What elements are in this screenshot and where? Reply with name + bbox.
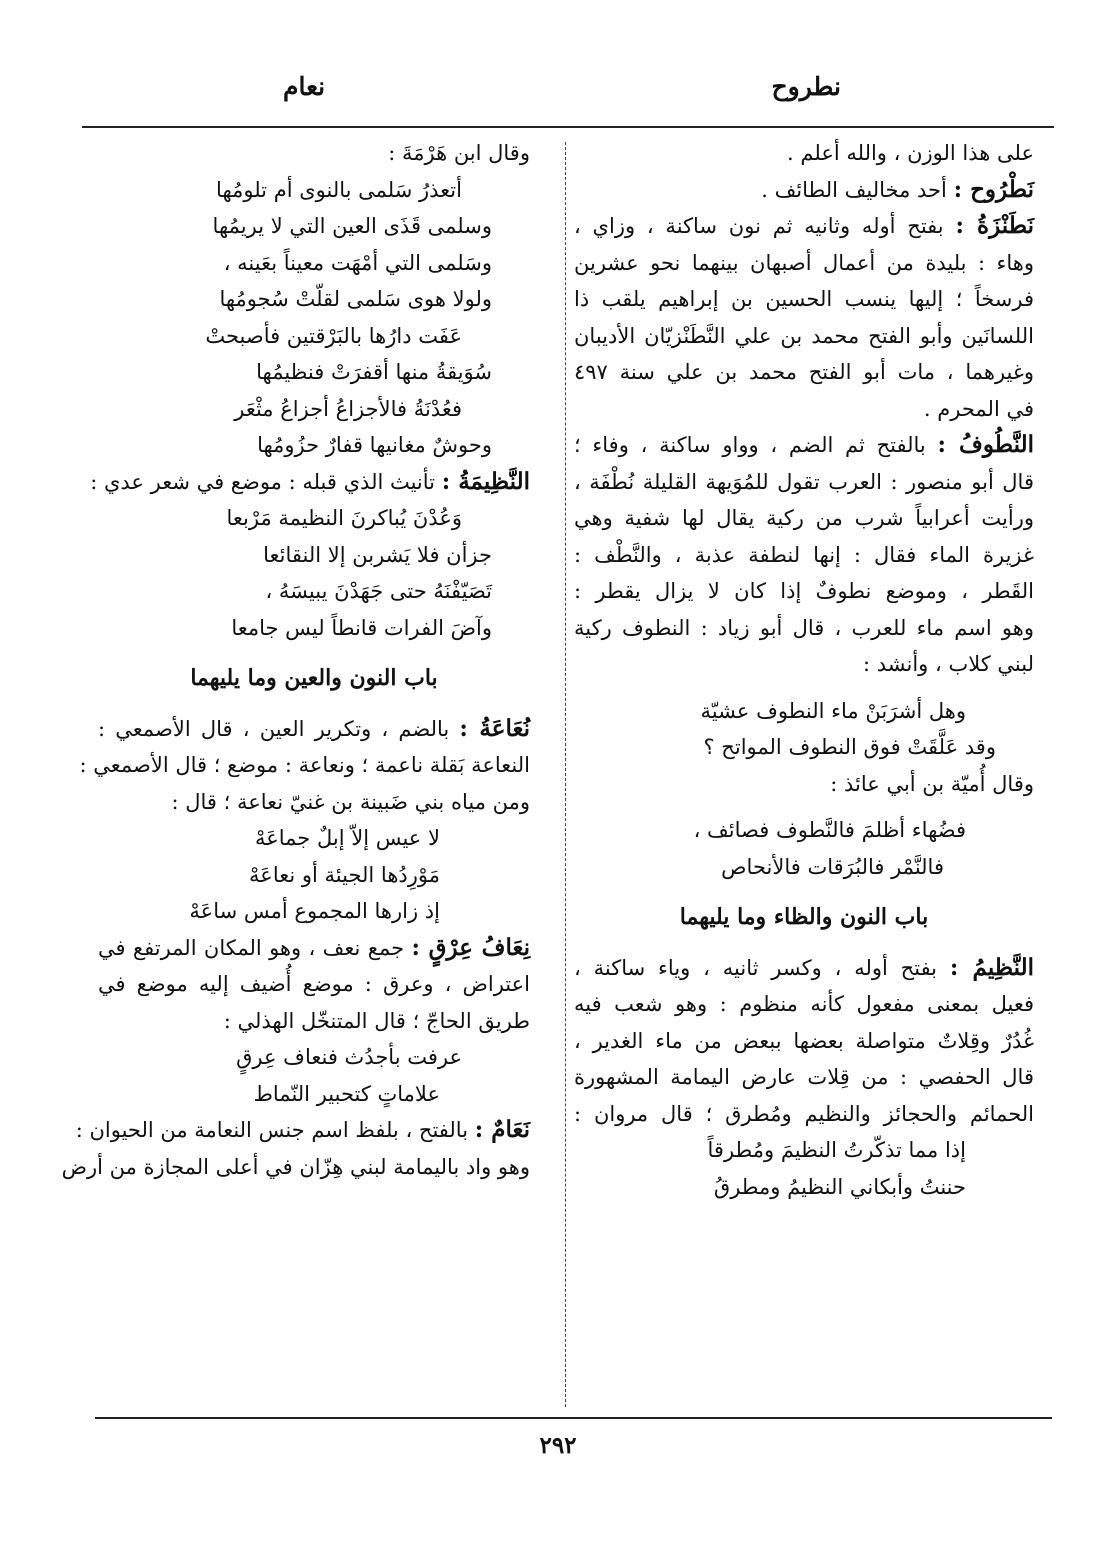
text-line: وقال ابن هَرْمَةَ :: [388, 141, 530, 165]
headword: النَّظِيمَةُ :: [441, 467, 530, 495]
text-line: اعتراض ، وعرق : موضع أُضيف إليه موضع في: [98, 972, 530, 996]
text-line: على هذا الوزن ، والله أعلم .: [787, 141, 1034, 165]
column-separator: [565, 142, 566, 1407]
headword: النَّطُوفُ :: [937, 431, 1034, 458]
verse-line: مَوْرِدُها الجيئة أو نعاعَهْ: [249, 862, 440, 887]
entry-text: بفتح أوله ، وكسر ثانيه ، وياء ساكنة ،: [574, 955, 938, 980]
verse-line: إذ زارها المجموع أمس ساعَهْ: [189, 899, 440, 923]
verse-line: فعُدْنَةُ فالأجزاعُ أجزاعُ مثْعَر: [234, 396, 462, 421]
text-line: وهو اسم ماء للعرب ، قال أبو زياد : النطوف ركية: [574, 615, 1034, 640]
headword: نَطَنْزَةُ :: [955, 212, 1034, 239]
verse-line: وحوشٌ مغانيها قفارٌ حزُومُها: [257, 433, 492, 457]
verse-line: وهل أشرَبَنْ ماء النطوف عشيّة: [700, 698, 966, 723]
text-line: النعاعة بَقلة ناعمة ؛ ونعاعة : موضع ؛ قال الأصمعي :: [79, 753, 530, 777]
entry-text: بالضم ، وتكرير العين ، قال الأصمعي :: [98, 716, 450, 741]
verse-line: فالنَّمْر فالبُرَقات فالأنحاص: [721, 854, 944, 879]
text-line: اللسانَين وأبو الفتح محمد بن علي النَّطَنْزيّان الأديبان: [574, 323, 1034, 348]
text-line: غُدُرٌ وقِلاتٌ متواصلة بعضها ببعض من ماء الغدير ،: [574, 1028, 1034, 1053]
running-head-right: نطروح: [771, 72, 841, 101]
text-line: وهو واد باليمامة لبني هِزّان في أعلى المجازة من أرض: [61, 1154, 530, 1179]
headword: نَطْرُوح :: [953, 175, 1034, 203]
running-head-left: نعام: [283, 72, 326, 101]
section-heading: باب النون والعين وما يليهما: [190, 665, 438, 691]
entry-text: بالفتح ، بلفظ اسم جنس النعامة من الحيوان :: [75, 1118, 469, 1142]
verse-line: سُوَيقةُ منها أقفرَتْ فنظيمُها: [256, 360, 492, 384]
verse-line: وسَلمى التي أمْهَت معيناً بعَينه ،: [223, 250, 492, 275]
entry-line: [574, 208, 1034, 245]
entry-text: بفتح أوله وثانيه ثم نون ساكنة ، وزاي ،: [574, 214, 944, 238]
text-line: وقال أُميّة بن أبي عائذ :: [830, 771, 1034, 796]
text-line: وهاء : بليدة من أعمال أصبهان بينهما نحو عشرين: [574, 250, 1034, 275]
section-heading: باب النون والظاء وما يليهما: [679, 904, 929, 930]
verse-line: تَصَيّفْنَهُ حتى جَهَدْنَ يبيسَهُ ،: [265, 579, 492, 603]
spacer: [574, 683, 1034, 693]
entry-line: [98, 711, 530, 748]
text-line: قال الحفصي : من قِلات عارض اليمامة المشهورة: [574, 1065, 1034, 1089]
text-line: ورأيت أعرابياً شرب من ركية يقال لها شفية وهي: [574, 506, 1034, 530]
verse-line: علاماتٍ كتحبير النّماط: [253, 1081, 440, 1106]
verse-line: عَفَت دارُها بالبَرْقتين فأصبحتْ: [205, 323, 462, 348]
right-column: [574, 135, 1034, 1205]
spacer: [574, 802, 1034, 812]
headword: نُعَاعَةُ :: [459, 714, 530, 742]
verse-line: أتعذرُ سَلمى بالنوى أم تلومُها: [216, 177, 462, 202]
text-line: طريق الحاجّ ؛ قال المتنخّل الهذلي :: [223, 1008, 530, 1033]
verse-line: وقد عَلَّقَتْ فوق النطوف المواتح ؟: [703, 735, 996, 759]
verse-line: وَعُدْنَ يُباكرنَ النظيمة مَرْبعا: [226, 506, 462, 530]
text-line: فعيل بمعنى مفعول كأنه منظوم : وهو شعب فيه: [574, 992, 1034, 1016]
page-number: ٢٩٢: [539, 1432, 577, 1459]
text-line: لبني كلاب ، وأنشد :: [862, 652, 1034, 676]
text-line: القَطر ، وموضع نطوفٌ إذا كان لا يزال يقطر :: [574, 579, 1034, 603]
left-column: [61, 135, 530, 1185]
headword: نِعَافُ عِرْقٍ :: [411, 933, 530, 961]
verse-line: حننتُ وأبكاني النظيمُ ومطرقُ: [713, 1174, 966, 1199]
entry-line: [98, 930, 530, 967]
headword: النَّظِيمُ :: [949, 953, 1034, 981]
entry-line: [75, 1112, 530, 1149]
text-line: الحمائم والحجائز والنظيم ومُطرق ؛ قال مروان :: [574, 1101, 1034, 1126]
entry-text: بالفتح ثم الضم ، وواو ساكنة ، وفاء ؛: [574, 433, 926, 457]
entry-text: جمع نعف ، وهو المكان المرتفع في: [98, 935, 405, 960]
entry-line: [574, 172, 1034, 209]
entry-line: [574, 950, 1034, 987]
top-rule: [82, 126, 1054, 128]
entry-text: تأنيث الذي قبله : موضع في شعر عدي :: [90, 469, 436, 494]
verse-line: إذا مما تذكّرتُ النظيمَ ومُطرقاً: [707, 1138, 966, 1162]
text-line: غزيرة الماء فقال : إنها لنطفة عذبة ، والنَّطْف :: [574, 542, 1034, 567]
verse-line: فضُهاء أظلمَ فالنَّطوف فصائف ،: [693, 818, 966, 842]
headword: نَعَامٌ :: [474, 1116, 530, 1143]
text-line: في المحرم .: [923, 396, 1034, 421]
text-line: وغيرهما ، مات أبو الفتح محمد بن علي سنة ٤٩٧: [574, 360, 1034, 384]
entry-line: [90, 464, 530, 501]
entry-line: [574, 427, 1034, 464]
verse-line: لا عيس إلاّ إبلٌ جماعَهْ: [254, 826, 440, 850]
verse-line: ولولا هوى سَلمى لقلّتْ سُجومُها: [219, 287, 492, 311]
text-line: ومن مياه بني ضَبينة بن غنيّ نعاعة ؛ قال :: [171, 789, 530, 814]
verse-line: وآضَ الفرات قانطاً ليس جامعا: [231, 615, 492, 640]
text-line: قال أبو منصور : العرب تقول للمُوَيهة القليلة نُطْفَة ،: [574, 469, 1034, 494]
bottom-rule: [95, 1417, 1052, 1419]
verse-line: وسلمى قَذَى العين التي لا يريمُها: [212, 214, 492, 238]
verse-line: جزأن فلا يَشربن إلا النقائعا: [263, 542, 492, 567]
verse-line: عرفت بأجدُث فنعاف عِرقٍ: [236, 1045, 462, 1069]
entry-text: أحد مخاليف الطائف .: [761, 177, 947, 202]
text-line: فرسخاً ؛ إليها ينسب الحسين بن إبراهيم يلقب ذا: [574, 287, 1034, 311]
